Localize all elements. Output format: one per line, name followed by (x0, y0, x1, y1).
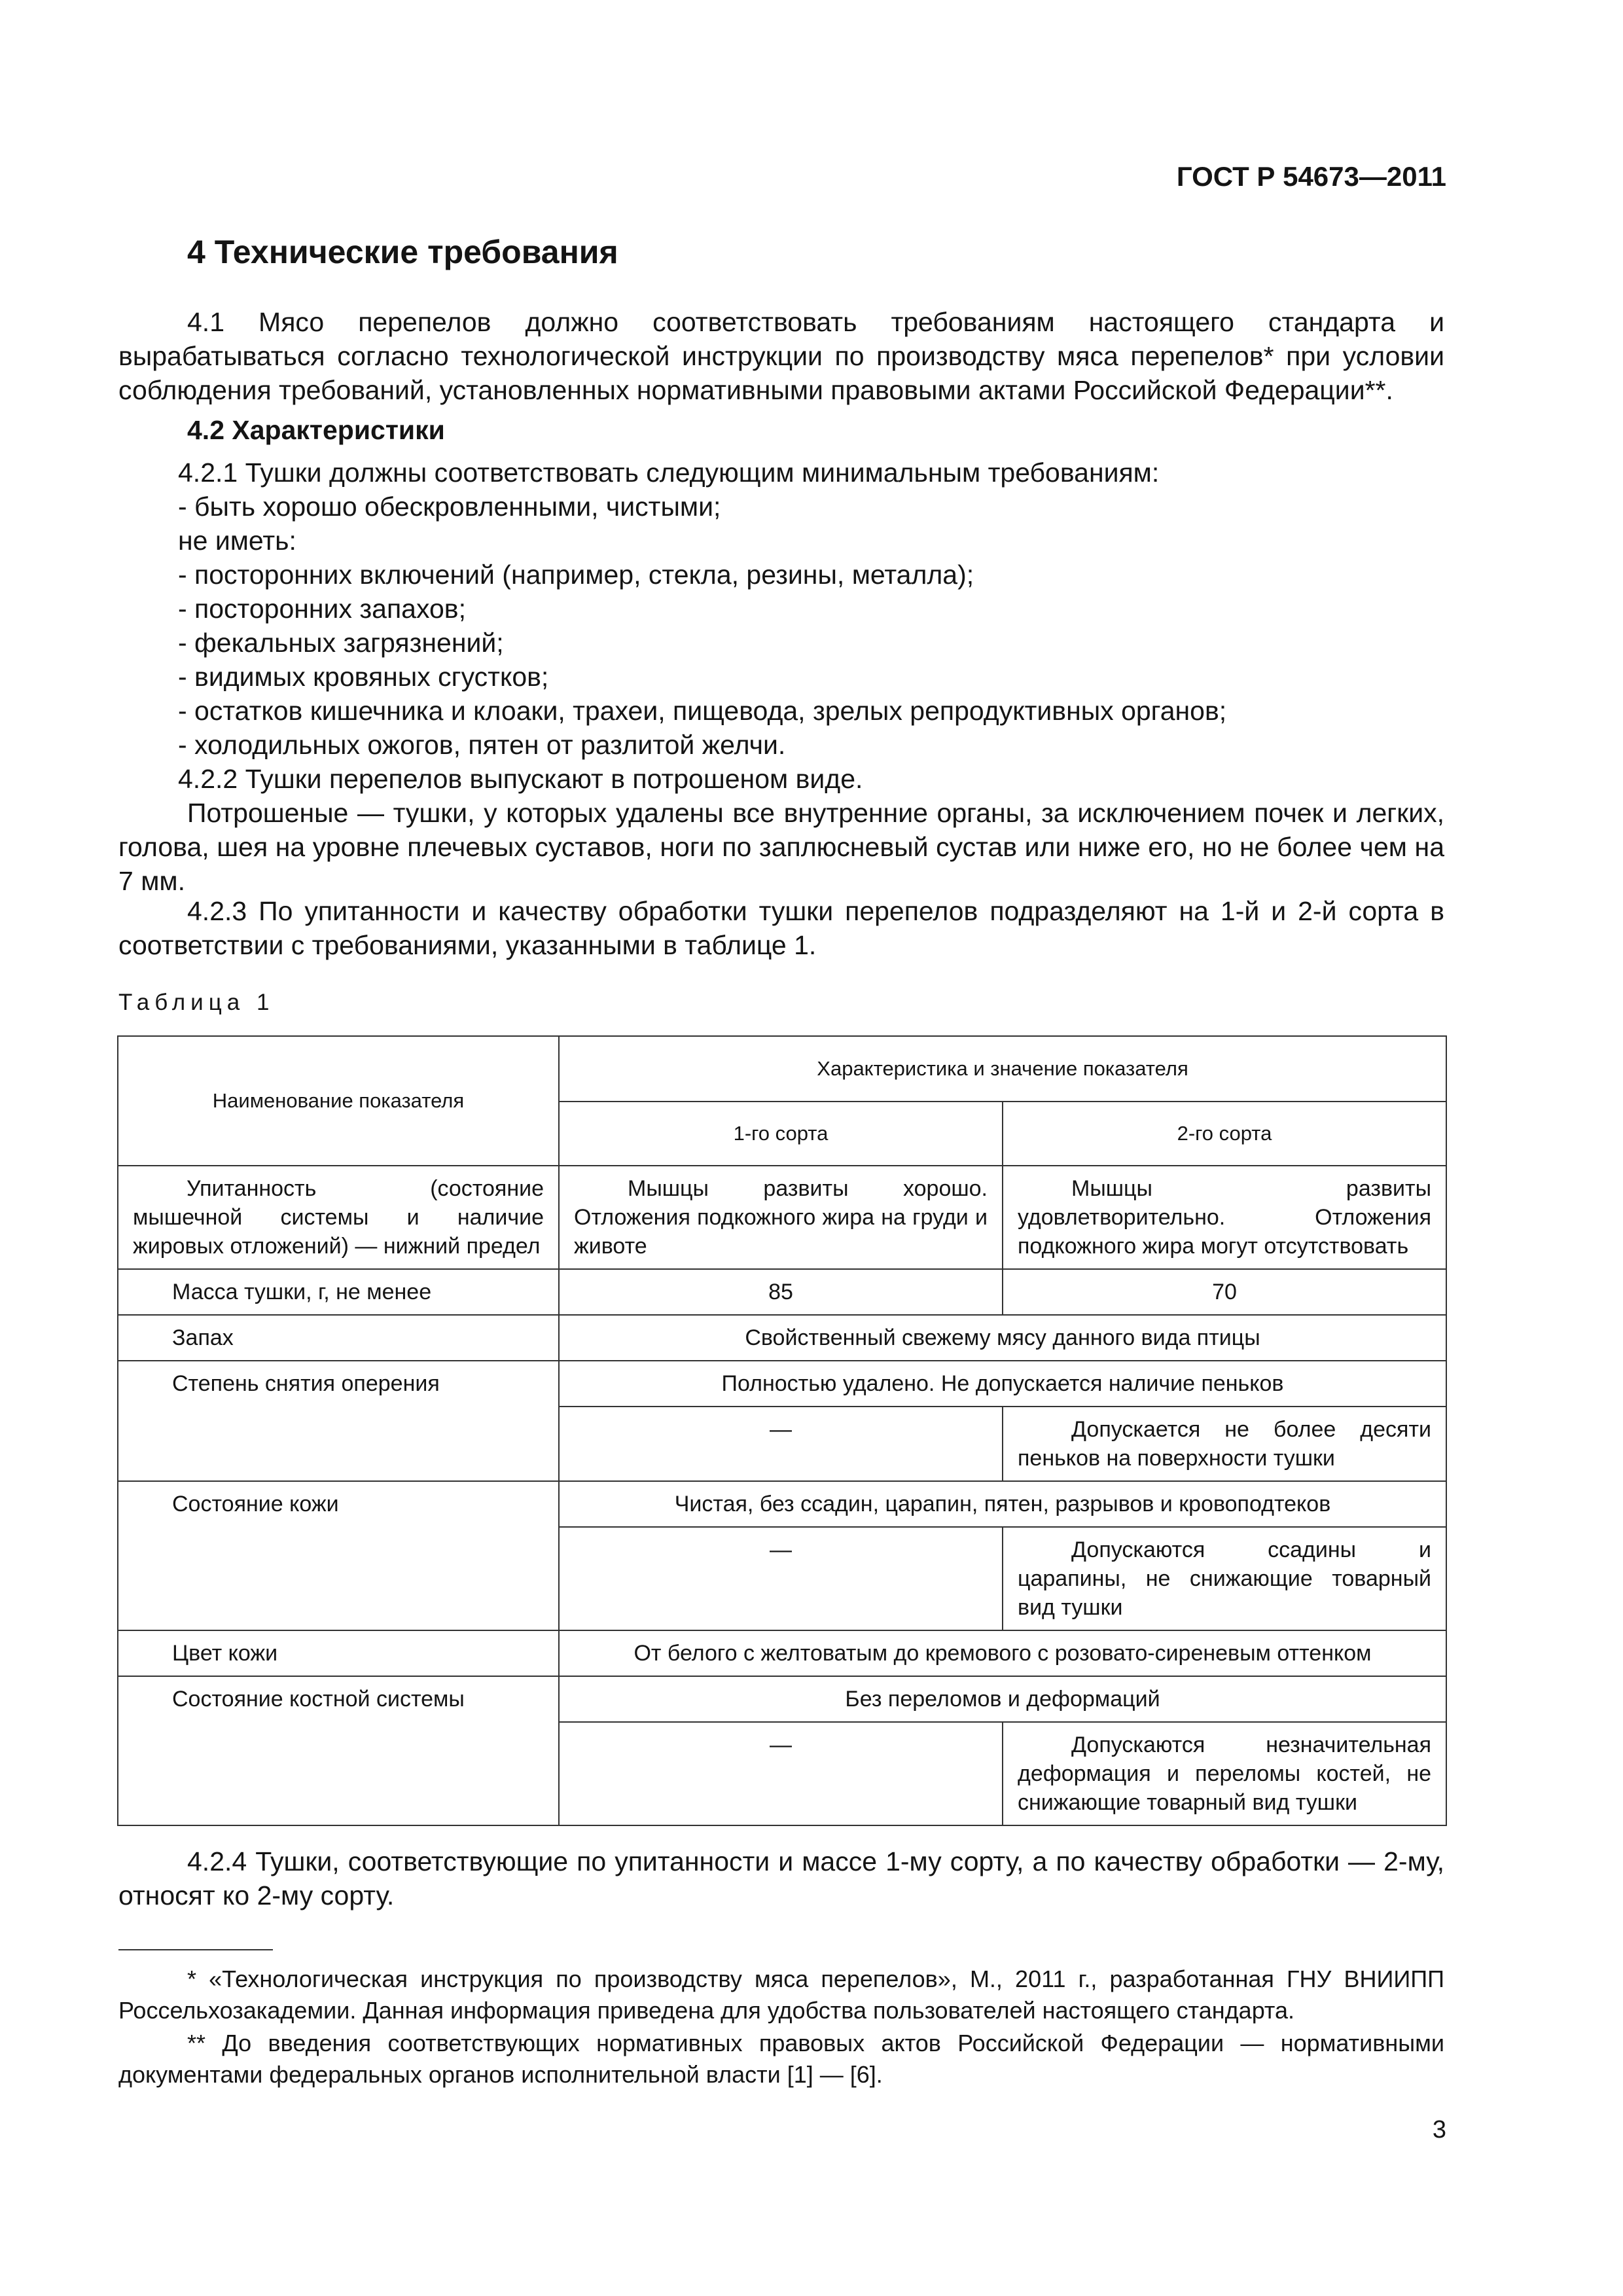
table-row (118, 1315, 1446, 1361)
header-grade-1: 1-го сорта (559, 1102, 1003, 1166)
header-grade-2: 2-го сорта (1003, 1102, 1446, 1166)
list-item: - остатков кишечника и клоаки, трахеи, пищевода, зрелых репродуктивных органов; (178, 696, 1227, 726)
list-item: - фекальных загрязнений; (178, 628, 504, 658)
document-id: ГОСТ Р 54673—2011 (1176, 161, 1446, 192)
cell-grade-1: — (559, 1407, 1003, 1481)
cell-name: Запах (118, 1315, 559, 1361)
list-item: - посторонних включений (например, стекла, резины, металла); (178, 560, 974, 590)
footnote-divider (118, 1949, 273, 1950)
cell-grade-2: Допускаются ссадины и царапины, не снижающие товарный вид тушки (1003, 1527, 1446, 1630)
cell-both-grades: Полностью удалено. Не допускается наличие пеньков (559, 1361, 1446, 1407)
cell-name: Масса тушки, г, не менее (118, 1269, 559, 1315)
footnote-2: ** До введения соответствующих нормативных правовых актов Российской Федерации — нормативными документами федеральных органов исполнительной власти [1] — [6]. (118, 2030, 1444, 2088)
paragraph-4-2-3: 4.2.3 По упитанности и качеству обработки тушки перепелов подразделяют на 1-й и 2-й сорта в соответствии с требованиями, указанными в таблице 1. (118, 896, 1444, 960)
cell-grade-1: — (559, 1722, 1003, 1825)
table-header-row (118, 1036, 1446, 1102)
table-row (118, 1361, 1446, 1407)
footnote-1: * «Технологическая инструкция по производству мяса перепелов», М., 2011 г., разработанная ГНУ ВНИИПП Россельхозакадемии. Данная информация приведена для удобства пользователей настоящего стандарта. (118, 1965, 1444, 2024)
paragraph-4-1: 4.1 Мясо перепелов должно соответствовать требованиям настоящего стандарта и вырабатываться согласно технологической инструкции по производству мяса перепелов* при условии соблюдения требований, установленных нормативными правовыми актами Российской Федерации**. (118, 307, 1444, 405)
page-number: 3 (1432, 2116, 1446, 2144)
table-caption: Таблица 1 (118, 990, 275, 1015)
list-item: - холодильных ожогов, пятен от разлитой желчи. (178, 730, 786, 760)
table-row (118, 1166, 1446, 1269)
cell-both-grades: Свойственный свежему мясу данного вида птицы (559, 1315, 1446, 1361)
paragraph-4-2-4: 4.2.4 Тушки, соответствующие по упитанности и массе 1-му сорту, а по качеству обработки — 2-му, относят ко 2-му сорту. (118, 1846, 1444, 1910)
cell-grade-2: Мышцы развиты удовлетворительно. Отложения подкожного жира могут отсутствовать (1003, 1166, 1446, 1269)
header-indicator-name: Наименование показателя (118, 1036, 559, 1166)
cell-name: Состояние костной системы (118, 1676, 559, 1825)
table-row (118, 1676, 1446, 1722)
subsection-title: 4.2 Характеристики (187, 415, 445, 445)
grades-table (117, 1035, 1447, 1826)
cell-name: Состояние кожи (118, 1481, 559, 1630)
cell-name: Степень снятия оперения (118, 1361, 559, 1481)
list-item: не иметь: (178, 526, 296, 556)
cell-both-grades: От белого с желтоватым до кремового с розовато-сиреневым оттенком (559, 1630, 1446, 1676)
cell-grade-2: Допускаются незначительная деформация и переломы костей, не снижающие товарный вид тушки (1003, 1722, 1446, 1825)
cell-grade-1: 85 (559, 1269, 1003, 1315)
section-title: 4 Технические требования (187, 234, 618, 270)
header-characteristic: Характеристика и значение показателя (559, 1036, 1446, 1102)
paragraph-4-2-1: 4.2.1 Тушки должны соответствовать следующим минимальным требованиям: (178, 457, 1160, 488)
cell-grade-1: Мышцы развиты хорошо. Отложения подкожного жира на груди и животе (559, 1166, 1003, 1269)
list-item: - быть хорошо обескровленными, чистыми; (178, 492, 721, 522)
table-row (118, 1481, 1446, 1527)
cell-grade-2: Допускается не более десяти пеньков на поверхности тушки (1003, 1407, 1446, 1481)
paragraph-gutted-definition: Потрошеные — тушки, у которых удалены все внутренние органы, за исключением почек и легких, голова, шея на уровне плечевых суставов, ноги по заплюсневый сустав или ниже его, но не более чем на 7 мм. (118, 798, 1444, 896)
cell-name: Цвет кожи (118, 1630, 559, 1676)
paragraph-4-2-2: 4.2.2 Тушки перепелов выпускают в потрошеном виде. (178, 764, 863, 794)
cell-both-grades: Чистая, без ссадин, царапин, пятен, разрывов и кровоподтеков (559, 1481, 1446, 1527)
table-row (118, 1630, 1446, 1676)
table-row (118, 1269, 1446, 1315)
cell-name: Упитанность (состояние мышечной системы и наличие жировых отложений) — нижний предел (118, 1166, 559, 1269)
list-item: - посторонних запахов; (178, 594, 466, 624)
cell-grade-2: 70 (1003, 1269, 1446, 1315)
cell-grade-1: — (559, 1527, 1003, 1630)
list-item: - видимых кровяных сгустков; (178, 662, 549, 692)
cell-both-grades: Без переломов и деформаций (559, 1676, 1446, 1722)
